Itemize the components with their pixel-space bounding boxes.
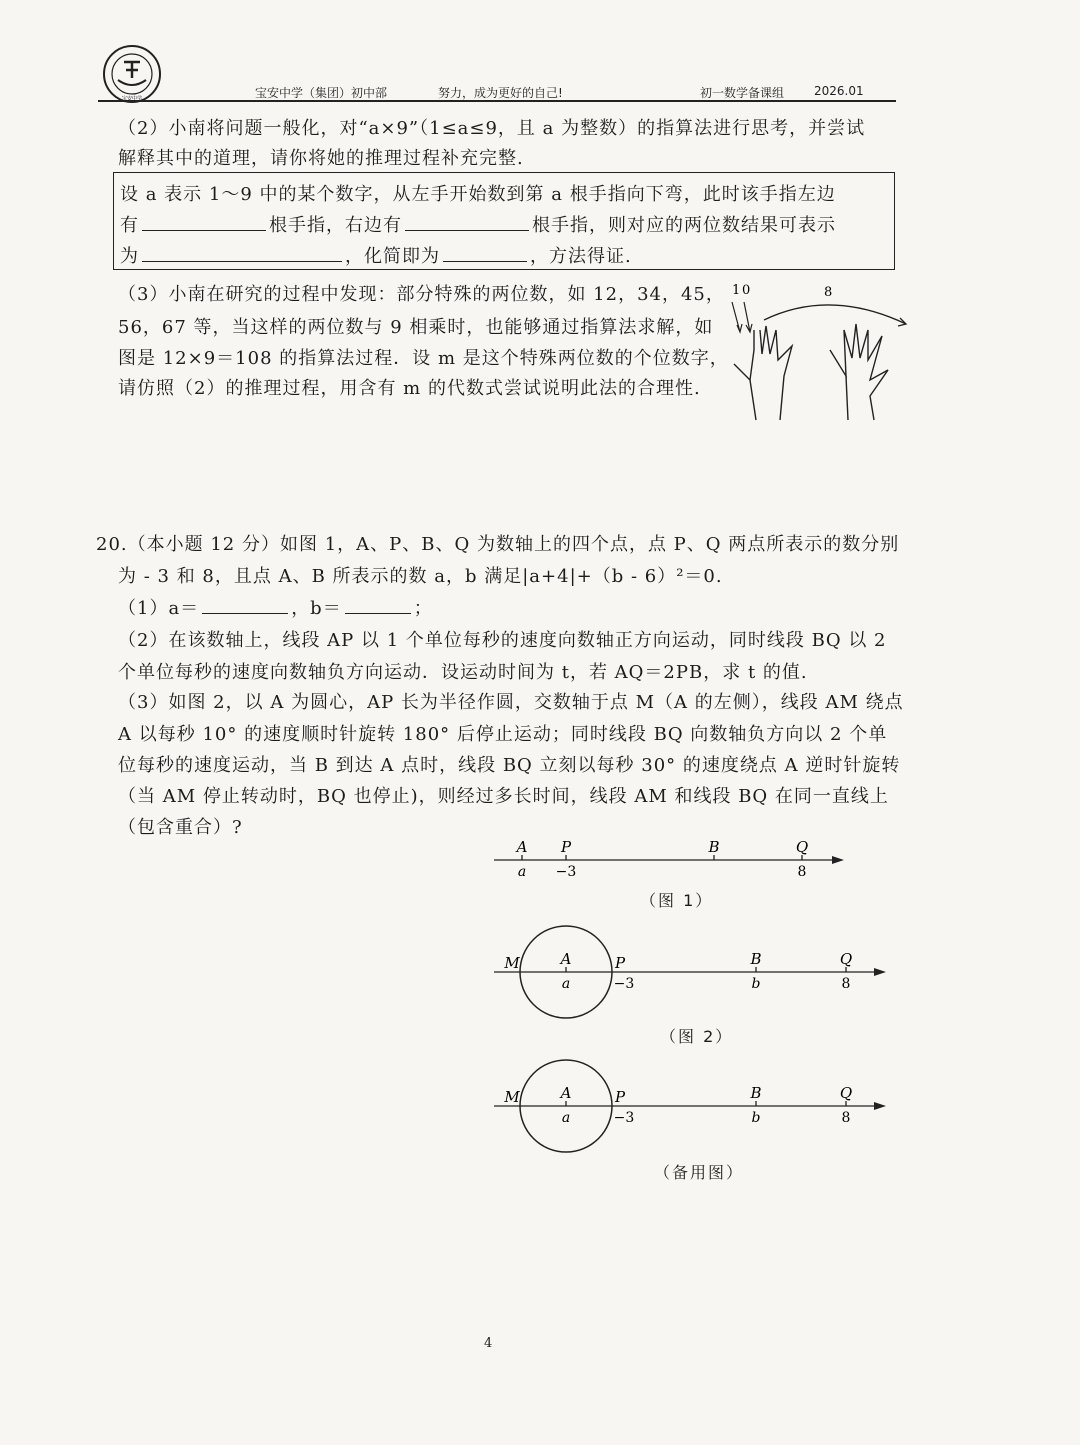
- fig2-label-A: A: [560, 950, 572, 968]
- q19-part3-line3: 图是 12×9＝108 的指算法过程．设 m 是这个特殊两位数的个位数字，: [118, 348, 729, 369]
- fig2-arrowhead: [874, 968, 886, 976]
- q20-part1-end: ；: [413, 598, 433, 619]
- fig1-value-p: −3: [555, 864, 577, 880]
- q20-part2-line2: 个单位每秒的速度向数轴负方向运动．设运动时间为 t，若 AQ＝2PB，求 t 的值.: [118, 662, 808, 683]
- box-line3: [120, 242, 632, 268]
- fig3-label-Q: Q: [839, 1084, 853, 1102]
- left-hand-icon: [734, 326, 792, 420]
- fig2-caption: （图 2）: [660, 1027, 734, 1046]
- q20-part3-line5: （包含重合）?: [118, 817, 243, 838]
- box-line2-b: 根手指，右边有: [269, 215, 402, 236]
- right-hand-icon: [830, 324, 888, 420]
- fig3-value-p: −3: [613, 1110, 635, 1126]
- fig1-caption: （图 1）: [640, 891, 714, 910]
- q19-part3-line2: 56，67 等，当这样的两位数与 9 相乘时，也能够通过指算法求解，如: [118, 317, 714, 338]
- hand-label-1: 1: [732, 283, 741, 298]
- q20-part1: [118, 594, 433, 620]
- figure-backup-number-line: [490, 1056, 900, 1156]
- hand-label-8: 8: [824, 285, 833, 300]
- blank-expression[interactable]: [142, 243, 342, 262]
- fig1-label-Q: Q: [795, 838, 809, 856]
- q20-part1-b-label: ，b＝: [291, 598, 342, 619]
- box-line2: [120, 211, 836, 237]
- hands-illustration: [720, 280, 920, 430]
- header-school: 宝安中学（集团）初中部: [255, 86, 388, 100]
- header-group: 初一数学备课组: [700, 86, 785, 100]
- fig2-value-q: 8: [841, 976, 851, 992]
- box-line1: 设 a 表示 1～9 中的某个数字，从左手开始数到第 a 根手指向下弯，此时该手指左边: [120, 184, 836, 205]
- fig2-label-P: P: [614, 954, 626, 972]
- box-line2-c: 根手指，则对应的两位数结果可表示: [532, 215, 836, 236]
- fig1-label-P: P: [560, 838, 572, 856]
- box-line2-a: 有: [120, 215, 139, 236]
- count-arc: [764, 305, 906, 324]
- blank-right-count[interactable]: [405, 212, 529, 231]
- fig3-label-M: M: [504, 1088, 520, 1106]
- fig3-value-q: 8: [841, 1110, 851, 1126]
- figure-1-number-line: [490, 834, 860, 884]
- fig1-value-a: a: [517, 864, 527, 880]
- fig1-arrowhead: [832, 856, 844, 864]
- box-line3-b: ，化简即为: [345, 246, 440, 267]
- arrow-1-icon: [732, 302, 742, 332]
- blank-left-count[interactable]: [142, 212, 266, 231]
- q20-part3-line4: （当 AM 停止转动时，BQ 也停止)，则经过多长时间，线段 AM 和线段 BQ 在同一直线上: [118, 786, 889, 807]
- figure-2-number-line: [490, 922, 900, 1022]
- q20-part2-line1: （2）在该数轴上，线段 AP 以 1 个单位每秒的速度向数轴正方向运动，同时线段 BQ 以 2: [118, 630, 887, 651]
- q19-part3-line1: （3）小南在研究的过程中发现：部分特殊的两位数，如 12，34，45，: [118, 284, 725, 305]
- fig1-value-q: 8: [797, 864, 807, 880]
- fig3-label-A: A: [560, 1084, 572, 1102]
- blank-simplified[interactable]: [443, 243, 527, 262]
- arrow-0-icon: [744, 302, 752, 332]
- fig2-value-p: −3: [613, 976, 635, 992]
- q20-part3-line1: （3）如图 2，以 A 为圆心，AP 长为半径作圆，交数轴于点 M（A 的左侧），线段 AM 绕点: [118, 692, 904, 713]
- blank-b-value[interactable]: [345, 595, 411, 614]
- box-line3-a: 为: [120, 246, 139, 267]
- fig1-label-B: B: [708, 838, 720, 856]
- fig2-value-a: a: [561, 976, 571, 992]
- fig3-label-P: P: [614, 1088, 626, 1106]
- fig3-arrowhead: [874, 1102, 886, 1110]
- q20-part3-line3: 位每秒的速度运动，当 B 到达 A 点时，线段 BQ 立刻以每秒 30° 的速度绕点 A 逆时针旋转: [118, 755, 901, 776]
- q20-line2: 为 - 3 和 8，且点 A、B 所表示的数 a，b 满足|a+4|+（b - 6）²＝0.: [118, 566, 723, 587]
- box-line3-c: ，方法得证.: [530, 246, 632, 267]
- school-logo: [96, 44, 168, 104]
- q19-part3-line4: 请仿照（2）的推理过程，用含有 m 的代数式尝试说明此法的合理性.: [118, 378, 701, 399]
- blank-a-value[interactable]: [202, 595, 288, 614]
- page-number: 4: [484, 1336, 493, 1351]
- fig2-value-b: b: [751, 976, 761, 992]
- fig3-value-a: a: [561, 1110, 571, 1126]
- fig1-label-A: A: [516, 838, 528, 856]
- q20-line1: 20.（本小题 12 分）如图 1，A、P、B、Q 为数轴上的四个点，点 P、Q 两点所表示的数分别: [96, 534, 900, 555]
- q20-part3-line2: A 以每秒 10° 的速度顺时针旋转 180° 后停止运动；同时线段 BQ 向数轴负方向以 2 个单: [118, 724, 888, 745]
- logo-text: 宝安中学: [121, 96, 143, 102]
- fig2-label-Q: Q: [839, 950, 853, 968]
- fig3-caption: （备用图）: [654, 1163, 745, 1182]
- fig3-value-b: b: [751, 1110, 761, 1126]
- fig3-label-B: B: [750, 1084, 762, 1102]
- q20-part1-a-label: （1）a＝: [118, 598, 200, 619]
- fig2-label-B: B: [750, 950, 762, 968]
- header-rule: [98, 100, 896, 102]
- header-date: 2026.01: [814, 84, 864, 98]
- q19-part2-line2: 解释其中的道理，请你将她的推理过程补充完整.: [118, 148, 524, 169]
- fig2-label-M: M: [504, 954, 520, 972]
- q19-part2-line1: （2）小南将问题一般化，对“a×9”（1≤a≤9，且 a 为整数）的指算法进行思考，并尝试: [118, 118, 866, 139]
- hand-label-0: 0: [742, 283, 751, 298]
- header-motto: 努力，成为更好的自己!: [438, 86, 563, 100]
